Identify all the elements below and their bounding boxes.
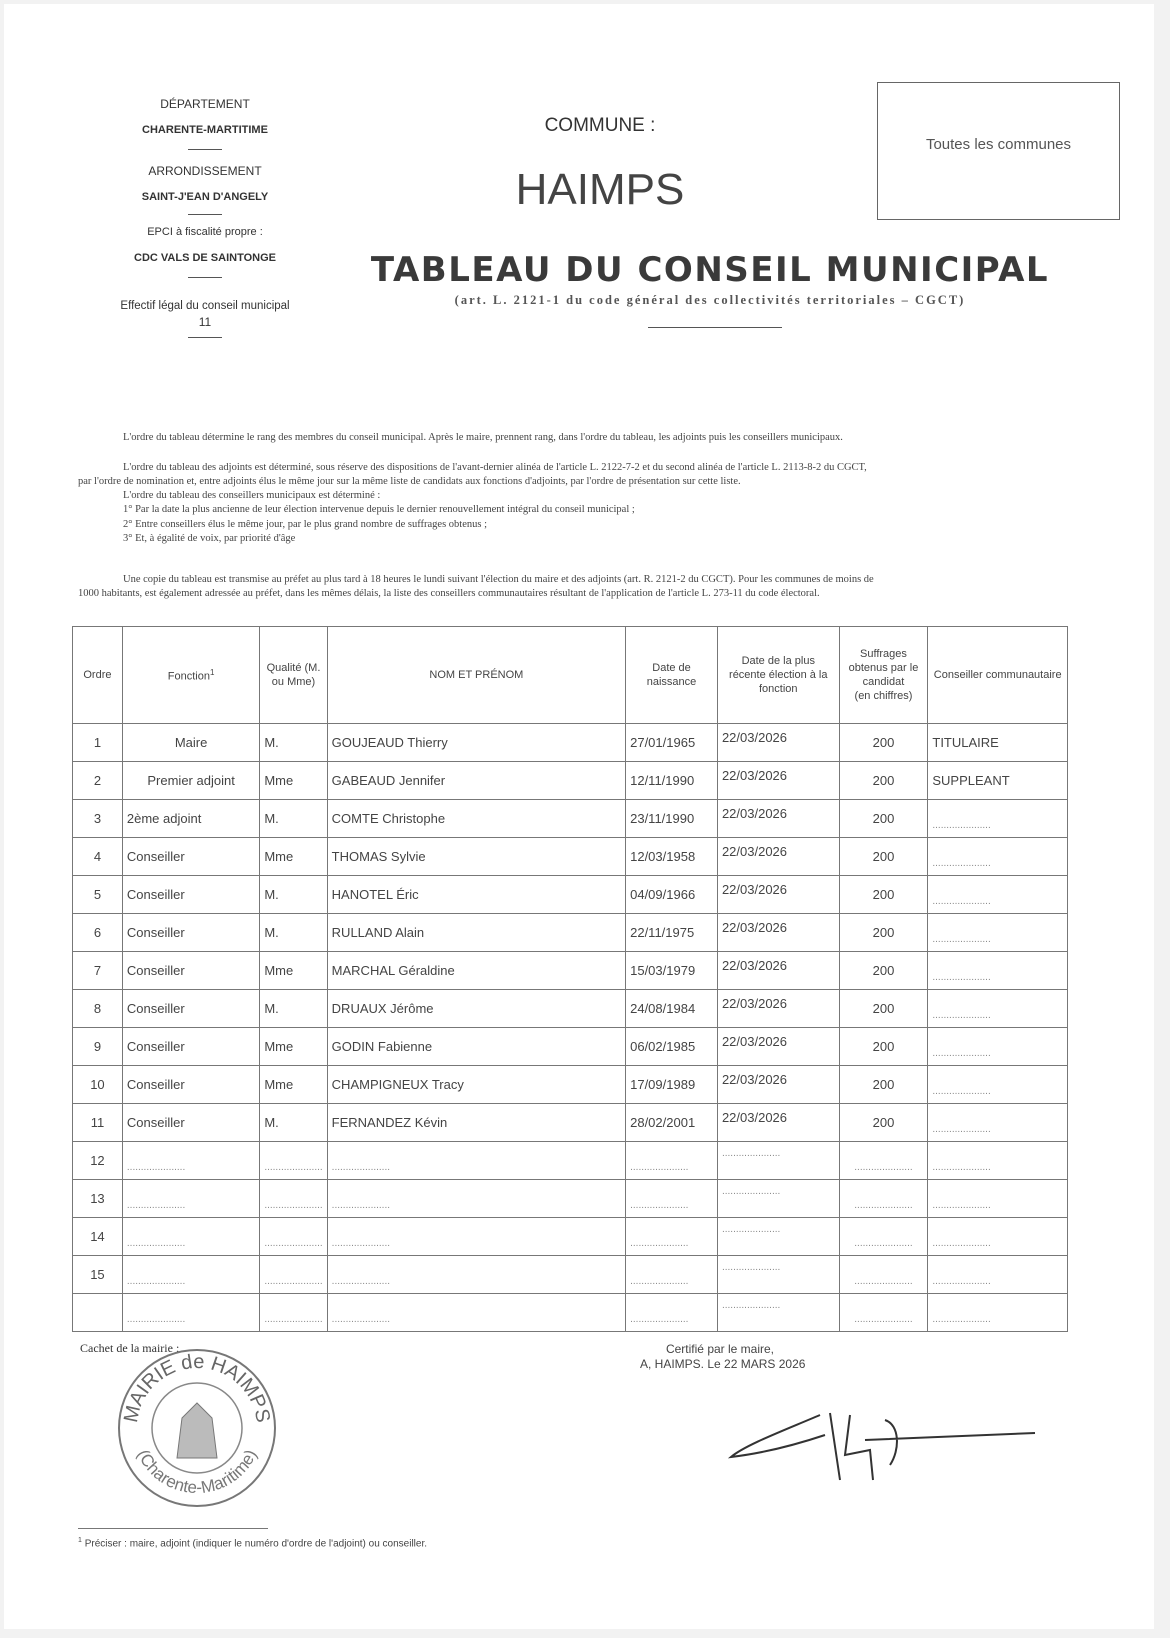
paragraph: 3° Et, à égalité de voix, par priorité d'âge — [123, 533, 296, 544]
col-qualite: Qualité (M. ou Mme) — [260, 627, 327, 724]
cell-ordre: 11 — [73, 1104, 123, 1142]
cell-communautaire: ..................... — [928, 1256, 1068, 1294]
cell-suffrages: 200 — [839, 1104, 928, 1142]
cell-naissance: ..................... — [626, 1142, 718, 1180]
table-row — [73, 762, 1068, 800]
cell-fonction: ..................... — [122, 1142, 259, 1180]
col-fonction: Fonction$^1$ — [122, 627, 259, 724]
lieu-date: A, HAIMPS. Le 22 MARS 2026 — [640, 1357, 806, 1371]
cell-fonction: ..................... — [122, 1256, 259, 1294]
cell-communautaire: ..................... — [928, 800, 1068, 838]
dept-label: DÉPARTEMENT — [160, 97, 250, 111]
cell-suffrages: 200 — [839, 914, 928, 952]
cell-election: 22/03/2026 — [717, 952, 839, 990]
col-naissance: Date de naissance — [626, 627, 718, 724]
cell-ordre: 4 — [73, 838, 123, 876]
cell-nom: ..................... — [327, 1142, 625, 1180]
cell-nom: THOMAS Sylvie — [327, 838, 625, 876]
cell-communautaire: ..................... — [928, 1218, 1068, 1256]
cell-qualite: ..................... — [260, 1256, 327, 1294]
epci-label: EPCI à fiscalité propre : — [147, 226, 263, 238]
table-row — [73, 990, 1068, 1028]
table-row — [73, 800, 1068, 838]
cell-nom: ..................... — [327, 1294, 625, 1332]
signature — [725, 1395, 1045, 1495]
cell-election: 22/03/2026 — [717, 1066, 839, 1104]
cell-qualite: Mme — [260, 762, 327, 800]
epci: CDC VALS DE SAINTONGE — [134, 252, 276, 264]
commune-name: HAIMPS — [515, 165, 685, 214]
paragraph: Une copie du tableau est transmise au préfet au plus tard à 18 heures le lundi suivant l'élection du maire et des adjoints (art. R. 2121-2 du CGCT). Pour les communes de moins de — [123, 574, 874, 585]
table-row — [73, 952, 1068, 990]
cell-naissance: ..................... — [626, 1180, 718, 1218]
cell-ordre: 14 — [73, 1218, 123, 1256]
cell-nom: FERNANDEZ Kévin — [327, 1104, 625, 1142]
page-title: TABLEAU DU CONSEIL MUNICIPAL — [370, 250, 1050, 290]
cell-qualite: Mme — [260, 1066, 327, 1104]
cell-qualite: M. — [260, 800, 327, 838]
table-row — [73, 876, 1068, 914]
cell-ordre — [73, 1294, 123, 1332]
cell-communautaire: ..................... — [928, 914, 1068, 952]
cell-election: 22/03/2026 — [717, 762, 839, 800]
cell-election: 22/03/2026 — [717, 724, 839, 762]
cell-communautaire: ..................... — [928, 876, 1068, 914]
table-row — [73, 914, 1068, 952]
cell-ordre: 9 — [73, 1028, 123, 1066]
dept: CHARENTE-MARTITIME — [142, 124, 268, 136]
cell-qualite: M. — [260, 1104, 327, 1142]
cell-qualite: Mme — [260, 952, 327, 990]
cell-communautaire: ..................... — [928, 1104, 1068, 1142]
cell-election: 22/03/2026 — [717, 990, 839, 1028]
cell-qualite: Mme — [260, 1028, 327, 1066]
cell-naissance: 12/11/1990 — [626, 762, 718, 800]
col-election: Date de la plus récente élection à la fonction — [717, 627, 839, 724]
cell-naissance: ..................... — [626, 1256, 718, 1294]
cell-ordre: 7 — [73, 952, 123, 990]
cell-qualite: M. — [260, 876, 327, 914]
cell-nom: COMTE Christophe — [327, 800, 625, 838]
commune-label: COMMUNE : — [544, 115, 656, 136]
table-row — [73, 1066, 1068, 1104]
cell-communautaire: ..................... — [928, 1294, 1068, 1332]
cell-qualite: M. — [260, 724, 327, 762]
cell-election: ..................... — [717, 1180, 839, 1218]
cell-nom: ..................... — [327, 1256, 625, 1294]
council-table — [72, 626, 1068, 1332]
cell-suffrages: 200 — [839, 762, 928, 800]
paragraph: par l'ordre de nomination et, entre adjoints élus le même jour sur la même liste de candidats aux fonctions d'adjoints, par l'ordre de présentation sur cette liste. — [78, 476, 741, 487]
cell-qualite: ..................... — [260, 1294, 327, 1332]
cell-communautaire: ..................... — [928, 1142, 1068, 1180]
cell-suffrages: 200 — [839, 876, 928, 914]
col-ordre: Ordre — [73, 627, 123, 724]
table-row — [73, 1028, 1068, 1066]
col-suffrages: Suffrages obtenus par le candidat (en chiffres) — [839, 627, 928, 724]
table-row — [73, 1294, 1068, 1332]
cell-naissance: 22/11/1975 — [626, 914, 718, 952]
cell-fonction: ..................... — [122, 1180, 259, 1218]
effectif-label: Effectif légal du conseil municipal — [120, 300, 290, 312]
cell-naissance: ..................... — [626, 1294, 718, 1332]
cell-naissance: 28/02/2001 — [626, 1104, 718, 1142]
cell-suffrages: ..................... — [839, 1256, 928, 1294]
cell-communautaire: ..................... — [928, 952, 1068, 990]
table-row — [73, 1256, 1068, 1294]
cell-communautaire: ..................... — [928, 990, 1068, 1028]
footnote: $^1$ Préciser : maire, adjoint (indiquer le numéro d'ordre de l'adjoint) ou conseiller. — [78, 1537, 428, 1550]
cell-qualite: M. — [260, 990, 327, 1028]
cell-qualite: M. — [260, 914, 327, 952]
cachet-label: Cachet de la mairie : — [80, 1341, 180, 1355]
cell-fonction: Conseiller — [122, 838, 259, 876]
cell-naissance: 24/08/1984 — [626, 990, 718, 1028]
cell-election: 22/03/2026 — [717, 914, 839, 952]
table-row — [73, 1104, 1068, 1142]
cell-fonction: Conseiller — [122, 1028, 259, 1066]
cell-nom: MARCHAL Géraldine — [327, 952, 625, 990]
cell-fonction: Premier adjoint — [122, 762, 259, 800]
table-row — [73, 724, 1068, 762]
cell-suffrages: ..................... — [839, 1180, 928, 1218]
cell-naissance: 23/11/1990 — [626, 800, 718, 838]
cell-suffrages: 200 — [839, 838, 928, 876]
cell-ordre: 10 — [73, 1066, 123, 1104]
paragraph: 2° Entre conseillers élus le même jour, par le plus grand nombre de suffrages obtenus ; — [123, 519, 487, 530]
cell-election: 22/03/2026 — [717, 1028, 839, 1066]
cell-election: 22/03/2026 — [717, 838, 839, 876]
col-communautaire: Conseiller communautaire — [928, 627, 1068, 724]
cell-naissance: 04/09/1966 — [626, 876, 718, 914]
cell-communautaire: TITULAIRE — [928, 724, 1068, 762]
table-row — [73, 838, 1068, 876]
cell-suffrages: ..................... — [839, 1218, 928, 1256]
paragraph: L'ordre du tableau des adjoints est déterminé, sous réserve des dispositions de l'avant-dernier alinéa de l'article L. 2122-7-2 et du second alinéa de l'article L. 2113-8-2 du CGCT, — [123, 462, 867, 473]
paragraph: 1° Par la date la plus ancienne de leur élection intervenue depuis le dernier renouvellement intégral du conseil municipal ; — [123, 504, 635, 515]
cell-ordre: 8 — [73, 990, 123, 1028]
cell-communautaire: SUPPLEANT — [928, 762, 1068, 800]
arr-label: ARRONDISSEMENT — [148, 164, 262, 178]
col-nom: NOM ET PRÉNOM — [327, 627, 625, 724]
certifie: Certifié par le maire, — [665, 1342, 775, 1356]
cell-election: 22/03/2026 — [717, 876, 839, 914]
paragraph: L'ordre du tableau des conseillers municipaux est déterminé : — [123, 490, 381, 501]
cell-nom: GODIN Fabienne — [327, 1028, 625, 1066]
cell-ordre: 2 — [73, 762, 123, 800]
cell-fonction: Conseiller — [122, 952, 259, 990]
cell-naissance: 15/03/1979 — [626, 952, 718, 990]
cell-nom: RULLAND Alain — [327, 914, 625, 952]
cell-fonction: Conseiller — [122, 990, 259, 1028]
cell-fonction: Conseiller — [122, 914, 259, 952]
cell-election: ..................... — [717, 1256, 839, 1294]
cell-communautaire: ..................... — [928, 1028, 1068, 1066]
svg-text:(Charente-Maritime): (Charente-Maritime) — [133, 1446, 261, 1498]
cell-naissance: 17/09/1989 — [626, 1066, 718, 1104]
cell-fonction: Maire — [122, 724, 259, 762]
commune-box — [877, 82, 1120, 220]
cell-fonction: Conseiller — [122, 1066, 259, 1104]
cell-naissance: 27/01/1965 — [626, 724, 718, 762]
cell-nom: CHAMPIGNEUX Tracy — [327, 1066, 625, 1104]
cell-nom: ..................... — [327, 1180, 625, 1218]
paragraph: L'ordre du tableau détermine le rang des membres du conseil municipal. Après le maire, prennent rang, dans l'ordre du tableau, les adjoints puis les conseillers municipaux. — [123, 432, 843, 443]
table-header-row — [73, 627, 1068, 724]
paragraph: 1000 habitants, est également adressée au préfet, dans les mêmes délais, la liste des conseillers communautaires résultant de l'application de l'article L. 273-11 du code électoral. — [78, 588, 820, 599]
cell-communautaire: ..................... — [928, 1180, 1068, 1218]
cell-qualite: ..................... — [260, 1218, 327, 1256]
table-row — [73, 1142, 1068, 1180]
cell-naissance: ..................... — [626, 1218, 718, 1256]
table-row — [73, 1218, 1068, 1256]
svg-text:MAIRIE de HAIMPS: MAIRIE de HAIMPS — [119, 1350, 274, 1425]
cell-communautaire: ..................... — [928, 1066, 1068, 1104]
cell-nom: GABEAUD Jennifer — [327, 762, 625, 800]
cell-suffrages: ..................... — [839, 1142, 928, 1180]
cell-ordre: 5 — [73, 876, 123, 914]
cell-qualite: ..................... — [260, 1142, 327, 1180]
cell-qualite: ..................... — [260, 1180, 327, 1218]
cell-ordre: 3 — [73, 800, 123, 838]
cell-naissance: 12/03/1958 — [626, 838, 718, 876]
cell-election: ..................... — [717, 1218, 839, 1256]
cell-fonction: Conseiller — [122, 876, 259, 914]
mairie-stamp — [112, 1343, 282, 1513]
cell-suffrages: 200 — [839, 952, 928, 990]
box-text: Toutes les communes — [925, 136, 1072, 153]
cell-ordre: 13 — [73, 1180, 123, 1218]
cell-ordre: 6 — [73, 914, 123, 952]
cell-suffrages: ..................... — [839, 1294, 928, 1332]
cell-election: 22/03/2026 — [717, 800, 839, 838]
cell-election: 22/03/2026 — [717, 1104, 839, 1142]
cell-nom: GOUJEAUD Thierry — [327, 724, 625, 762]
cell-suffrages: 200 — [839, 800, 928, 838]
cell-fonction: 2ème adjoint — [122, 800, 259, 838]
cell-nom: DRUAUX Jérôme — [327, 990, 625, 1028]
cell-qualite: Mme — [260, 838, 327, 876]
cell-suffrages: 200 — [839, 724, 928, 762]
cell-election: ..................... — [717, 1142, 839, 1180]
table-row — [73, 1180, 1068, 1218]
cell-election: ..................... — [717, 1294, 839, 1332]
cell-nom: ..................... — [327, 1218, 625, 1256]
cell-ordre: 15 — [73, 1256, 123, 1294]
cell-fonction: ..................... — [122, 1218, 259, 1256]
cell-ordre: 1 — [73, 724, 123, 762]
cell-communautaire: ..................... — [928, 838, 1068, 876]
cell-suffrages: 200 — [839, 1066, 928, 1104]
cell-nom: HANOTEL Éric — [327, 876, 625, 914]
page-subtitle: (art. L. 2121-1 du code général des collectivités territoriales – CGCT) — [454, 293, 966, 307]
cell-suffrages: 200 — [839, 1028, 928, 1066]
arr: SAINT-J'EAN D'ANGELY — [141, 191, 269, 203]
left-header — [110, 97, 300, 338]
cell-fonction: ..................... — [122, 1294, 259, 1332]
cell-ordre: 12 — [73, 1142, 123, 1180]
cell-fonction: Conseiller — [122, 1104, 259, 1142]
effectif: 11 — [198, 315, 212, 329]
cell-suffrages: 200 — [839, 990, 928, 1028]
cell-naissance: 06/02/1985 — [626, 1028, 718, 1066]
